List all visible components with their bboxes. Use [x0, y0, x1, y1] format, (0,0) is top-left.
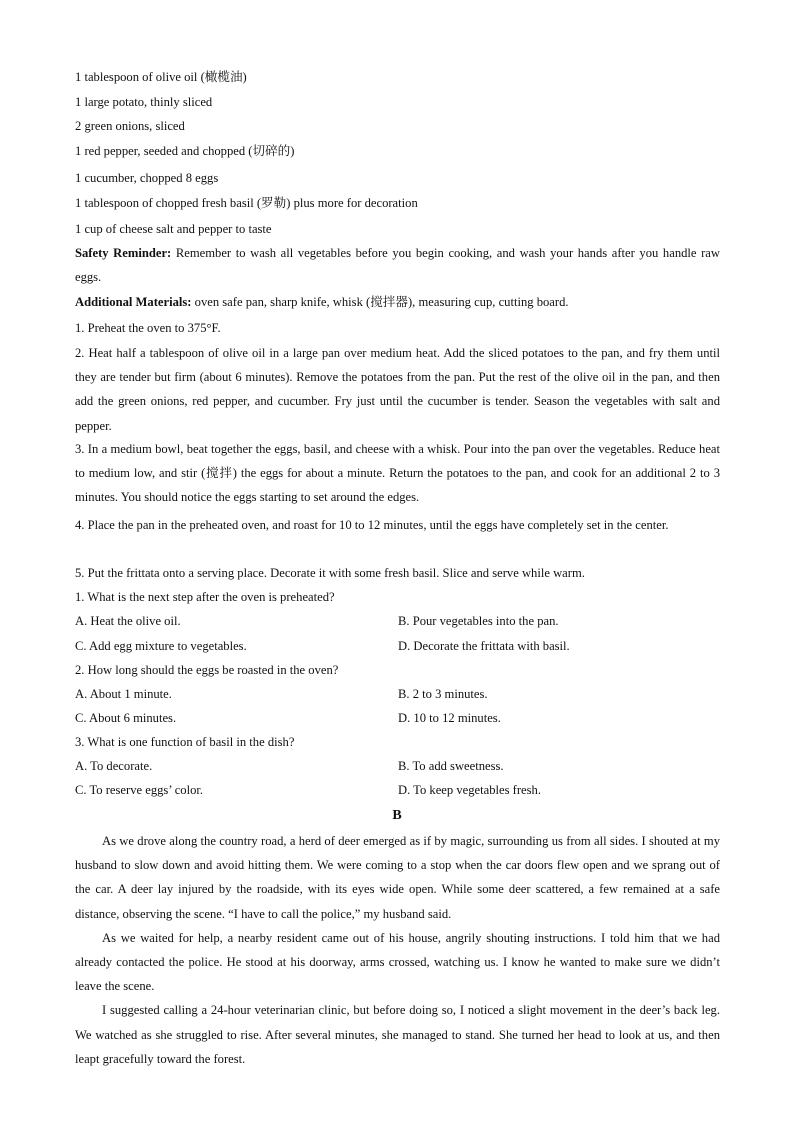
question-3-option-d: D. To keep vegetables fresh.: [398, 783, 541, 797]
question-2-option-d: D. 10 to 12 minutes.: [398, 711, 501, 725]
section-b-passage: [75, 829, 720, 1071]
step-5: 5. Put the frittata onto a serving place. Decorate it with some fresh basil. Slice and serve while warm.: [75, 566, 585, 580]
passage-paragraph: I suggested calling a 24-hour veterinarian clinic, but before doing so, I noticed a slight movement in the deer’s back leg. We watched as she struggled to rise. After several minutes, she managed to stand. She turned her head to look at us, and then leapt gracefully toward the forest.: [75, 1003, 720, 1066]
question-2-option-a: A. About 1 minute.: [75, 687, 172, 701]
passage-paragraph: As we drove along the country road, a herd of deer emerged as if by magic, surrounding us from all sides. I shouted at my husband to slow down and avoid hitting them. We were coming to a stop when the car doors flew open and we sprang out of the car. A deer lay injured by the roadside, with its eyes wide open. While some deer scattered, a few remained at a safe distance, observing the scene. “I have to call the police,” my husband said.: [75, 834, 720, 921]
step-1: 1. Preheat the oven to 375°F.: [75, 321, 221, 335]
step-2-text: 2. Heat half a tablespoon of olive oil in a large pan over medium heat. Add the sliced potatoes to the pan, and fry them until they are tender but firm (about 6 minutes). Remove the potatoes from the pan. Put the rest of the olive oil in the pan, and then add the green onions, red pepper, and cucumber. Fry just until the cucumber is tender. Season the vegetables with salt and pepper.: [75, 346, 720, 433]
step-2: [75, 341, 720, 438]
safety-reminder: [75, 241, 720, 289]
question-3-option-b: B. To add sweetness.: [398, 759, 504, 773]
step-4-text: 4. Place the pan in the preheated oven, and roast for 10 to 12 minutes, until the eggs have completely set in the center.: [75, 518, 669, 532]
question-1-option-d: D. Decorate the frittata with basil.: [398, 639, 570, 653]
question-1-stem: 1. What is the next step after the oven is preheated?: [75, 590, 335, 604]
ingredient-line: 1 tablespoon of chopped fresh basil (罗勒) plus more for decoration: [75, 196, 418, 210]
question-2-option-b: B. 2 to 3 minutes.: [398, 687, 488, 701]
question-1-option-b: B. Pour vegetables into the pan.: [398, 614, 559, 628]
materials-label: Additional Materials:: [75, 295, 192, 309]
passage-paragraph: As we waited for help, a nearby resident came out of his house, angrily shouting instructions. I told him that we had already contacted the police. He stood at his doorway, arms crossed, watching us. I know he wanted to make sure we didn’t leave the scene.: [75, 930, 720, 994]
ingredient-line: 2 green onions, sliced: [75, 119, 185, 133]
step-3: [75, 437, 720, 510]
question-3-stem: 3. What is one function of basil in the dish?: [75, 735, 295, 749]
question-2-stem: 2. How long should the eggs be roasted in the oven?: [75, 663, 339, 677]
step-3-text: 3. In a medium bowl, beat together the eggs, basil, and cheese with a whisk. Pour into the pan over the vegetables. Reduce heat to medium low, and stir (搅拌) the eggs for about a minute. Return the potatoes to the pan, and cook for an additional 2 to 3 minutes. You should notice the eggs starting to set around the edges.: [75, 442, 720, 505]
ingredient-line: 1 tablespoon of olive oil (橄榄油): [75, 70, 247, 84]
materials-text: oven safe pan, sharp knife, whisk (搅拌器), measuring cup, cutting board.: [191, 295, 569, 309]
step-4: [75, 513, 720, 537]
question-3-option-a: A. To decorate.: [75, 759, 153, 773]
safety-label: Safety Reminder:: [75, 246, 172, 260]
additional-materials: [75, 294, 725, 310]
ingredient-line: 1 cup of cheese salt and pepper to taste: [75, 222, 272, 236]
question-1-option-c: C. Add egg mixture to vegetables.: [75, 639, 247, 653]
ingredient-line: 1 cucumber, chopped 8 eggs: [75, 171, 219, 185]
section-b-title: B: [392, 808, 402, 823]
ingredient-line: 1 large potato, thinly sliced: [75, 95, 213, 109]
ingredient-line: 1 red pepper, seeded and chopped (切碎的): [75, 144, 295, 158]
question-3-option-c: C. To reserve eggs’ color.: [75, 783, 204, 797]
question-1-option-a: A. Heat the olive oil.: [75, 614, 181, 628]
safety-text: Remember to wash all vegetables before you begin cooking, and wash your hands after you handle raw eggs.: [75, 246, 720, 285]
question-2-option-c: C. About 6 minutes.: [75, 711, 177, 725]
